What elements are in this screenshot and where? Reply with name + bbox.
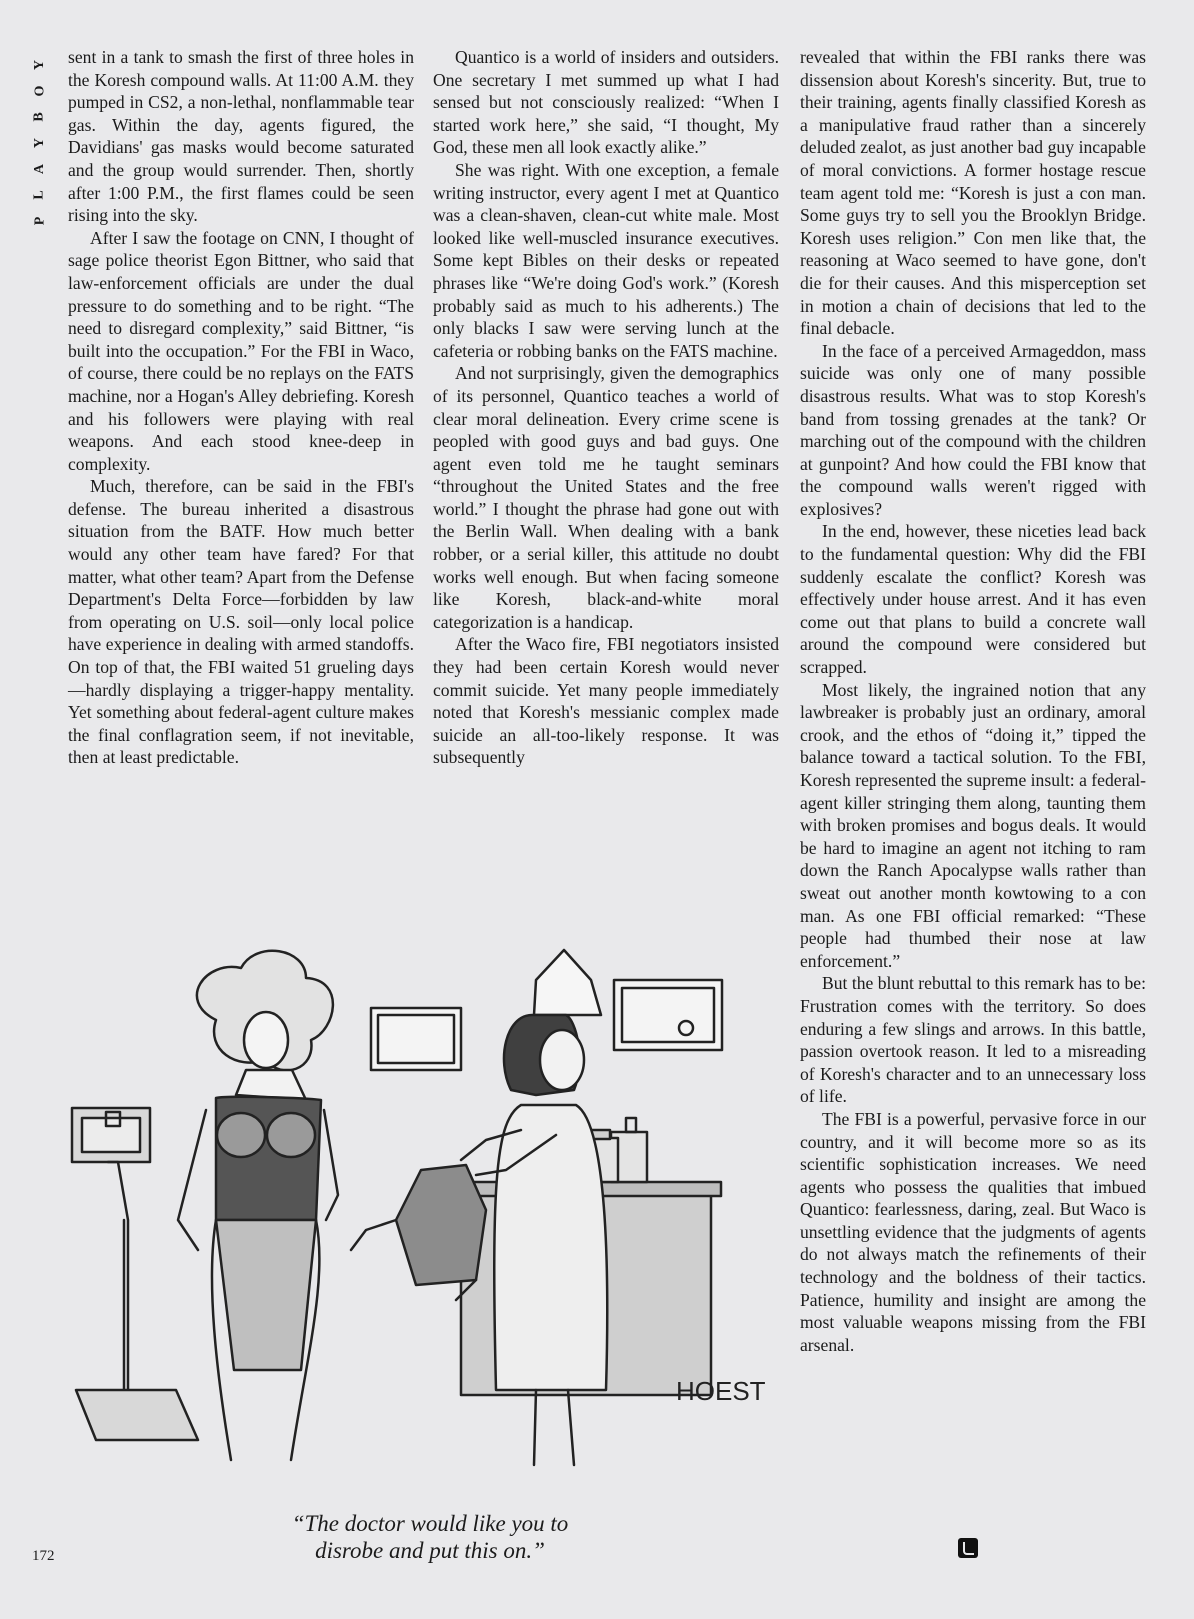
paragraph: She was right. With one exception, a female writing instructor, every agent I met at Quantico was a clean-shaven, clean-cut white male. Most looked like well-muscled insurance executives. Some kept Bibles on their desks or repeated phrases like “We're doing God's work.” (Koresh probably said as much to his adherents.) The only blacks I saw were serving lunch at the cafeteria or robbing banks on the FATS machine.	[433, 159, 779, 361]
paragraph: And not surprisingly, given the demographics of its personnel, Quantico teaches a world of clear moral delineation. Every crime scene is peopled with good guys and bad guys. One agent even told me he taught seminars “throughout the United States and the free world.” I thought the phrase had gone out with the Berlin Wall. When dealing with a bank robber, or a serial killer, this attitude no doubt works well enough. But when facing someone like Koresh, black-and-white moral categorization is a handicap.	[433, 363, 779, 632]
cartoon-illustration	[66, 920, 786, 1475]
paragraph: Much, therefore, can be said in the FBI's defense. The bureau inherited a disastrous situation from the BATF. How much better would any other team have fared? For that matter, what other team? Apart from the Defense Department's Delta Force—forbidden by law from operating on U.S. soil—only local police have experience in dealing with armed standoffs. On top of that, the FBI waited 51 grueling days—hardly displaying a trigger-happy mentality. Yet something about federal-agent culture makes the final conflagration seem, if not inevitable, then at least predictable.	[68, 476, 414, 768]
paragraph: Quantico is a world of insiders and outsiders. One secretary I met summed up what I had sensed but not consciously realized: “When I started work here,” she said, “I thought, My God, these men all look exactly alike.”	[433, 47, 779, 158]
side-letter: Y	[32, 59, 47, 71]
paragraph: The FBI is a powerful, pervasive force in our country, and it will become more so as its scientific sophistication increases. We need agents who possess the qualities that imbued Quantico: fearlessness, daring, zeal. But Waco is unsettling evidence that the judgments of agents do not always match the refinements of their technology and the boldness of their tactics. Patience, humility and insight are among the most valuable weapons missing from the FBI arsenal.	[800, 1108, 1146, 1355]
article-column-3	[800, 46, 1146, 1356]
cartoon-signature: HOEST	[676, 1376, 766, 1406]
paragraph: revealed that within the FBI ranks there was dissension about Koresh's sincerity. But, true to their training, agents finally classified Koresh as a manipulative fraud rather than a sincerely deluded zealot, as just another bad guy incapable of moral convictions. A former hostage rescue team agent told me: “Koresh is just a con man. Some guys try to sell you the Brooklyn Bridge. Koresh uses religion.” Con men like that, the reasoning at Waco seemed to have gone, don't die for their causes. And this misperception set in motion a chain of decisions that led to the final debacle.	[800, 47, 1146, 339]
side-letter: Y	[32, 137, 47, 149]
paragraph: Most likely, the ingrained notion that any lawbreaker is probably just an ordinary, amoral crook, and the ethos of “doing it,” tipped the balance toward a tactical solution. To the FBI, Koresh represented the supreme insult: a federal-agent killer stringing them along, taunting them with broken promises and bogus deals. It would be hard to imagine an agent not itching to ram down the Ranch Apocalypse walls rather than sweat out another month kowtowing to a con man. As one FBI official remarked: “These people had thumbed their nose at law enforcement.”	[800, 679, 1146, 971]
side-letter: B	[32, 112, 47, 122]
article-column-2	[433, 46, 779, 769]
side-letter: L	[32, 190, 47, 200]
paragraph: After I saw the footage on CNN, I thought of sage police theorist Egon Bittner, who said that law-enforcement officials are under the dual pressure to do something and to be right. “The need to disregard complexity,” said Bittner, “is built into the occupation.” For the FBI in Waco, of course, there could be no replays on the FATS machine, nor a Hogan's Alley debriefing. Koresh and his followers were playing with real weapons. And each stood knee-deep in complexity.	[68, 227, 414, 474]
bunny-end-mark-icon	[958, 1538, 978, 1558]
magazine-side-label	[30, 52, 50, 234]
paragraph: In the face of a perceived Armageddon, mass suicide was only one of many possible disastrous results. What was to stop Koresh's band from tossing grenades at the tank? Or marching out of the compound with the children at gunpoint? And how could the FBI know that the compound walls weren't rigged with explosives?	[800, 340, 1146, 519]
paragraph: In the end, however, these niceties lead back to the fundamental question: Why did the FBI suddenly escalate the conflict? Koresh was effectively under house arrest. And it has even come out that plans to build a concrete wall around the compound were considered but scrapped.	[800, 521, 1146, 678]
wall-diploma-left	[371, 1008, 461, 1070]
article-column-1	[68, 46, 414, 769]
cartoon-caption	[180, 1510, 680, 1564]
side-letter: P	[32, 216, 47, 226]
caption-line: “The doctor would like you to	[291, 1511, 569, 1536]
page-number: 172	[32, 1548, 55, 1564]
doctor-scale	[72, 1108, 198, 1440]
paragraph: But the blunt rebuttal to this remark has to be: Frustration comes with the territory. So does enduring a few slings and arrows. In this battle, passion overtook reason. It led to a misreading of Koresh's character and to an unnecessary loss of life.	[800, 973, 1146, 1107]
wall-diploma-right	[614, 980, 722, 1050]
hospital-gown	[396, 1165, 486, 1285]
side-letter: A	[32, 163, 47, 175]
caption-line: disrobe and put this on.”	[315, 1538, 545, 1563]
side-letter: O	[31, 85, 47, 97]
patient-figure	[178, 951, 338, 1460]
paragraph: After the Waco fire, FBI negotiators insisted they had been certain Koresh would never commit suicide. Yet many people immediately noted that Koresh's messianic complex made suicide an all-too-likely response. It was subsequently	[433, 634, 779, 768]
paragraph: sent in a tank to smash the first of three holes in the Koresh compound walls. At 11:00 A.M. they pumped in CS2, a non-lethal, nonflammable tear gas. Within the day, agents figured, the Davidians' gas masks would become saturated and the group would surrender. Then, shortly after 1:00 P.M., the first flames could be seen rising into the sky.	[68, 47, 414, 226]
